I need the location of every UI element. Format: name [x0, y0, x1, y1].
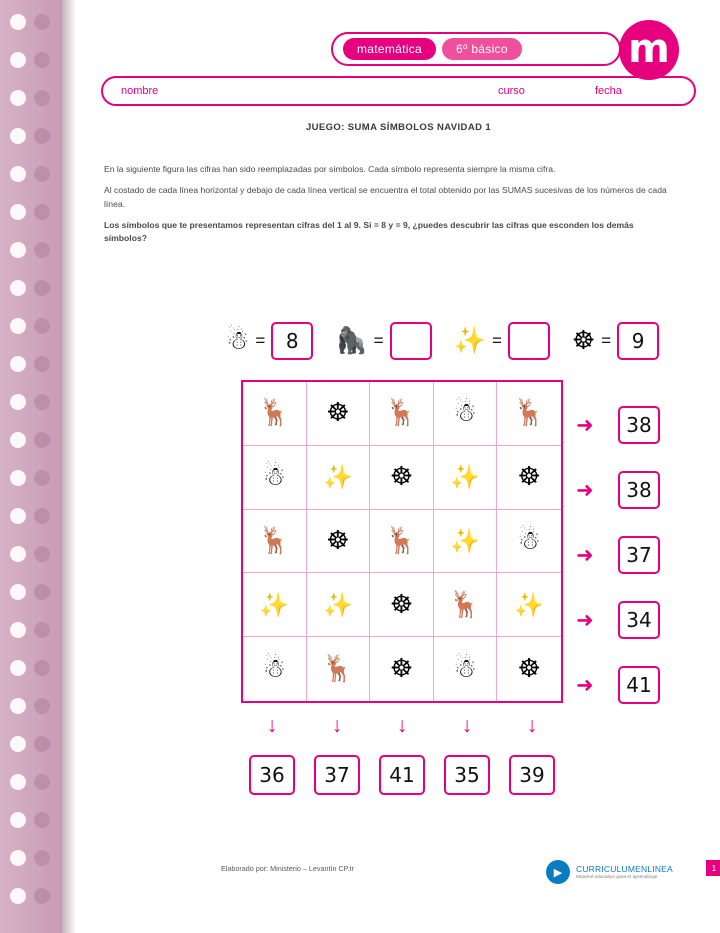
instructions-p2: Al costado de cada línea horizontal y debajo de cada línea vertical se encuentra el total obtenido por las SUMAS sucesivas de los números de cada línea. — [104, 185, 667, 209]
row-sum-2: 38 — [618, 471, 660, 509]
row-sum-5: 41 — [618, 666, 660, 704]
reindeer-icon: 🦌 — [258, 398, 291, 429]
worksheet-page — [76, 0, 720, 933]
wreath-icon: ☸ — [326, 525, 350, 556]
grid-cell-r5-c3 — [370, 637, 434, 701]
grid-cell-r2-c4 — [434, 446, 498, 510]
footer-credit: Elaborado por: Ministerio – Levantín CP.tr — [221, 864, 354, 873]
grid-cell-r3-c4 — [434, 510, 498, 574]
grid-cell-r5-c1 — [243, 637, 307, 701]
page-number: 1 — [706, 860, 720, 876]
wreath-icon: ☸ — [517, 654, 541, 685]
brand-name: CURRICULUMENLINEA — [576, 863, 673, 874]
row-arrow-icon: ➜ — [576, 543, 594, 567]
level-tag: 6º básico — [442, 38, 522, 60]
equals-sign: = — [491, 331, 502, 350]
grid-cell-r1-c1 — [243, 382, 307, 446]
grid-cell-r2-c5 — [497, 446, 561, 510]
grid-cell-r4-c4 — [434, 573, 498, 637]
grid-cell-r2-c2 — [307, 446, 371, 510]
col-arrow-icon: ↓ — [266, 714, 278, 737]
instructions-p1: En la siguiente figura las cifras han sido reemplazadas por símbolos. Cada símbolo representa siempre la misma cifra. — [104, 164, 556, 174]
instructions-p3: Los símbolos que te presentamos representan cifras del 1 al 9. Si = 8 y = 9, ¿puedes descubrir las cifras que esconden los demás símbolos? — [104, 219, 634, 244]
grid-cell-r1-c2 — [307, 382, 371, 446]
equals-sign: = — [255, 331, 266, 350]
grid-cell-r5-c4 — [434, 637, 498, 701]
page-edge-shadow — [62, 0, 76, 933]
grid-cell-r1-c3 — [370, 382, 434, 446]
fecha-label: fecha — [595, 85, 622, 97]
wreath-icon: ☸ — [389, 589, 414, 620]
sled-icon: ✨ — [450, 463, 481, 492]
reindeer-icon: 🦌 — [385, 525, 418, 556]
row-arrow-icon: ➜ — [576, 608, 594, 632]
col-arrow-icon: ↓ — [526, 714, 538, 737]
wreath-icon: ☸ — [571, 326, 596, 356]
legend-value-wreath[interactable]: 9 — [617, 322, 659, 360]
reindeer-icon: 🦌 — [258, 525, 291, 556]
legend-value-sled[interactable] — [508, 322, 550, 360]
legend-value-gingerbread[interactable]: 8 — [271, 322, 313, 360]
wreath-icon: ☸ — [326, 398, 350, 429]
sled-icon: ✨ — [322, 463, 353, 492]
m-logo: m — [619, 20, 679, 80]
sled-icon: ✨ — [450, 526, 481, 555]
equals-sign: = — [601, 331, 612, 350]
legend-item-gingerbread — [226, 322, 313, 360]
gingerbread-icon: ☃ — [262, 462, 286, 493]
grid-cell-r5-c5 — [497, 637, 561, 701]
grid-cell-r3-c1 — [243, 510, 307, 574]
wreath-icon: ☸ — [389, 654, 414, 685]
col-sum-1: 36 — [249, 755, 295, 795]
legend-item-wreath — [572, 322, 659, 360]
row-arrow-icon: ➜ — [576, 478, 594, 502]
row-sum-4: 34 — [618, 601, 660, 639]
col-sum-2: 37 — [314, 755, 360, 795]
col-arrow-icon: ↓ — [331, 714, 343, 737]
brand-logo — [546, 860, 673, 884]
brand-subtitle: Material educativo para el aprendizaje — [576, 874, 658, 880]
gingerbread-icon: ☃ — [262, 654, 286, 685]
legend-value-reindeer[interactable] — [390, 322, 432, 360]
curso-label: curso — [498, 85, 525, 97]
gingerbread-icon: ☃ — [453, 654, 477, 685]
grid-cell-r1-c5 — [497, 382, 561, 446]
row-sums — [576, 380, 696, 703]
col-sum-5: 39 — [509, 755, 555, 795]
legend-item-sled — [454, 322, 550, 360]
col-arrow-icon: ↓ — [461, 714, 473, 737]
sled-icon: ✨ — [514, 590, 545, 619]
grid-cell-r3-c2 — [307, 510, 371, 574]
col-sum-3: 41 — [379, 755, 425, 795]
col-arrow-icon: ↓ — [396, 714, 408, 737]
symbol-legend — [226, 315, 696, 367]
puzzle-grid — [241, 380, 563, 703]
play-icon: ▶ — [546, 860, 570, 884]
row-arrow-icon: ➜ — [576, 413, 594, 437]
row-arrow-icon: ➜ — [576, 673, 594, 697]
binder-holes — [0, 0, 62, 933]
column-sums — [241, 715, 563, 815]
reindeer-icon: 🦌 — [321, 654, 355, 685]
reindeer-icon: 🦌 — [385, 398, 418, 429]
instructions — [104, 163, 679, 254]
equals-sign: = — [373, 331, 384, 350]
gingerbread-icon: ☃ — [226, 326, 250, 356]
gingerbread-icon: ☃ — [517, 525, 541, 556]
grid-cell-r3-c3 — [370, 510, 434, 574]
grid-cell-r1-c4 — [434, 382, 498, 446]
sled-icon: ✨ — [453, 326, 486, 356]
legend-item-reindeer — [335, 322, 431, 360]
grid-cell-r2-c1 — [243, 446, 307, 510]
sled-icon: ✨ — [259, 590, 290, 619]
sled-icon: ✨ — [322, 590, 353, 619]
header — [331, 28, 671, 72]
col-sum-4: 35 — [444, 755, 490, 795]
row-sum-3: 37 — [618, 536, 660, 574]
row-sum-1: 38 — [618, 406, 660, 444]
grid-cell-r4-c2 — [307, 573, 371, 637]
student-info-bar[interactable] — [101, 76, 696, 106]
reindeer-icon: 🦌 — [448, 589, 482, 620]
grid-cell-r2-c3 — [370, 446, 434, 510]
wreath-icon: ☸ — [389, 462, 414, 493]
reindeer-icon: 🦍 — [335, 326, 368, 356]
header-pill-row — [331, 32, 621, 66]
grid-cell-r5-c2 — [307, 637, 371, 701]
subject-tag: matemática — [343, 38, 436, 60]
grid-cell-r3-c5 — [497, 510, 561, 574]
page-title: JUEGO: SUMA SÍMBOLOS NAVIDAD 1 — [305, 122, 492, 133]
grid-cell-r4-c5 — [497, 573, 561, 637]
gingerbread-icon: ☃ — [453, 398, 477, 429]
binder-strip — [0, 0, 62, 933]
nombre-label: nombre — [121, 85, 159, 97]
reindeer-icon: 🦌 — [513, 398, 546, 429]
grid-cell-r4-c3 — [370, 573, 434, 637]
wreath-icon: ☸ — [517, 462, 541, 493]
grid-cell-r4-c1 — [243, 573, 307, 637]
